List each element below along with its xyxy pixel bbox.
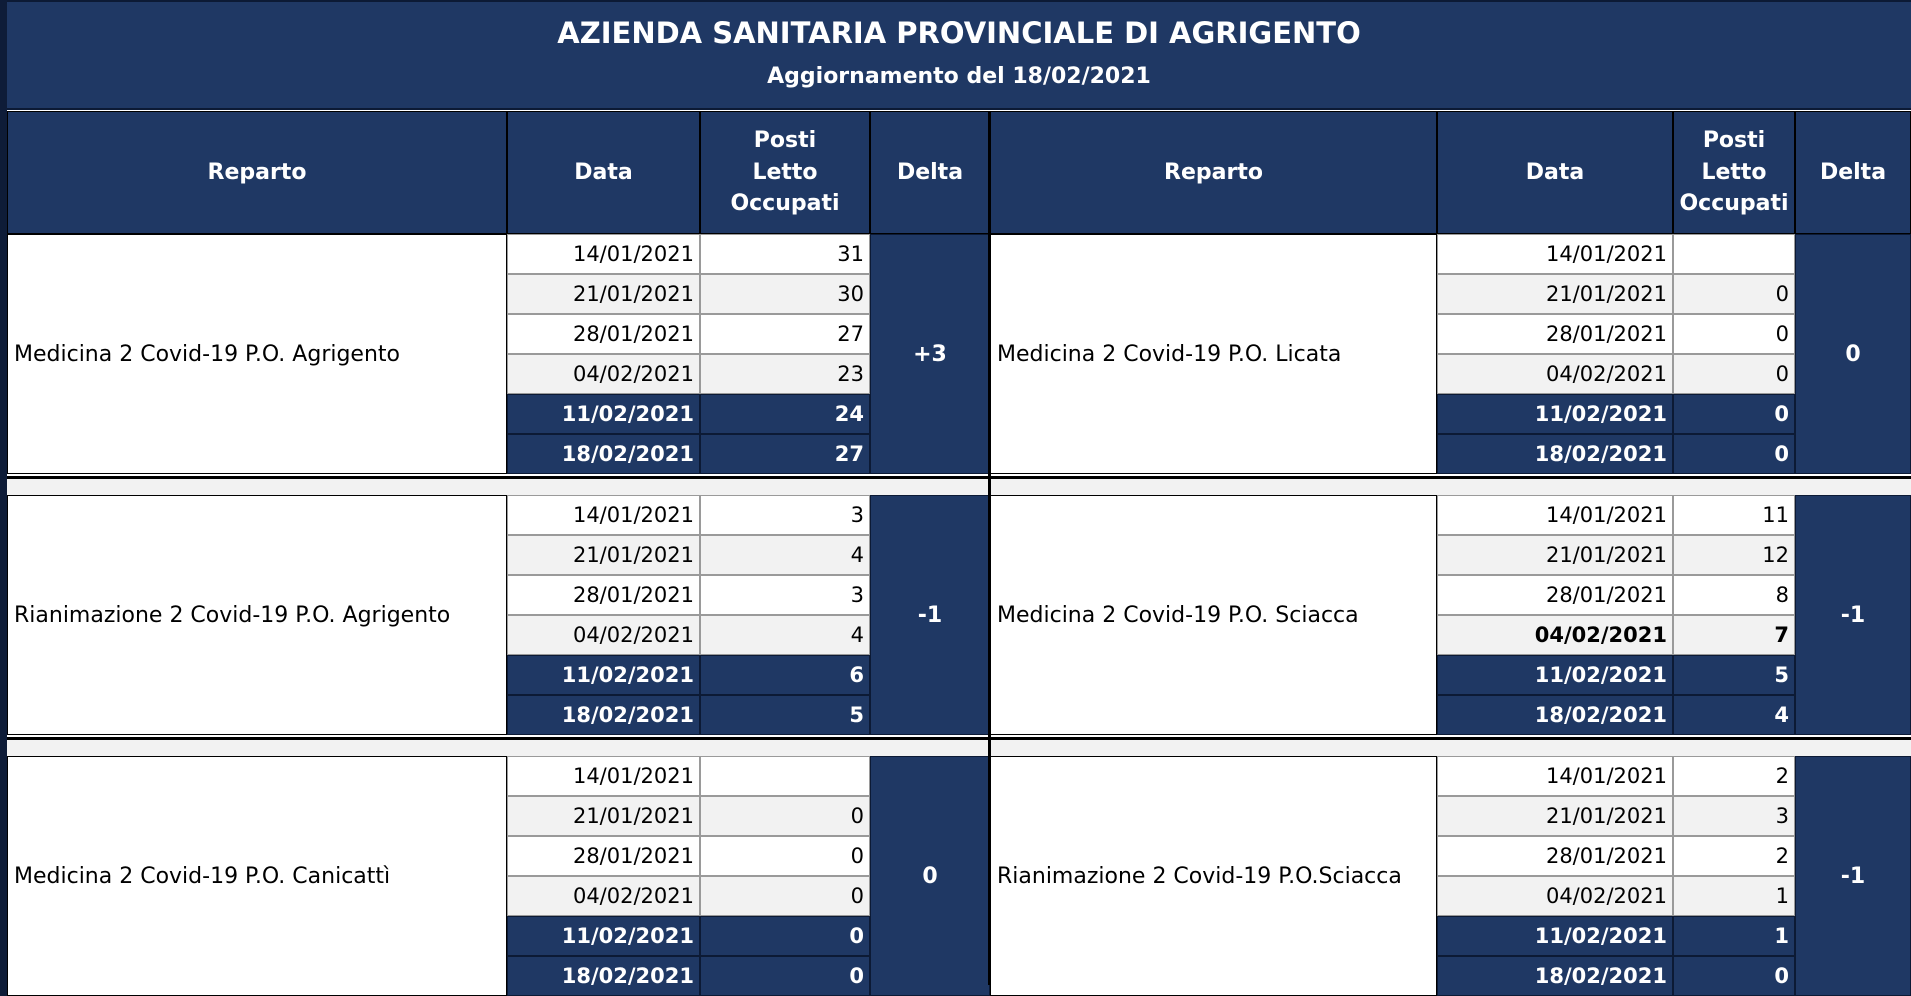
date-cell: 14/01/2021 xyxy=(507,234,700,274)
beds-occupied-cell: 0 xyxy=(1673,354,1795,394)
beds-occupied-cell: 3 xyxy=(700,495,870,535)
date-cell: 18/02/2021 xyxy=(1437,695,1673,735)
col-header-data-right: Data xyxy=(1437,111,1673,234)
beds-occupied-cell: 8 xyxy=(1673,575,1795,615)
beds-occupied-cell: 27 xyxy=(700,314,870,354)
beds-occupied-cell: 1 xyxy=(1673,916,1795,956)
beds-occupied-cell: 30 xyxy=(700,274,870,314)
beds-occupied-cell: 4 xyxy=(700,615,870,655)
date-cell: 14/01/2021 xyxy=(507,756,700,796)
date-cell: 11/02/2021 xyxy=(1437,916,1673,956)
date-cell: 18/02/2021 xyxy=(507,695,700,735)
date-cell: 04/02/2021 xyxy=(507,354,700,394)
date-cell: 28/01/2021 xyxy=(1437,314,1673,354)
beds-occupied-cell: 7 xyxy=(1673,615,1795,655)
beds-occupied-cell: 3 xyxy=(1673,796,1795,836)
date-cell: 11/02/2021 xyxy=(507,394,700,434)
date-cell: 28/01/2021 xyxy=(1437,575,1673,615)
date-cell: 11/02/2021 xyxy=(1437,394,1673,434)
table-divider xyxy=(988,111,991,985)
date-cell: 11/02/2021 xyxy=(507,655,700,695)
delta-cell: +3 xyxy=(870,234,990,474)
date-cell: 04/02/2021 xyxy=(1437,615,1673,655)
beds-occupied-cell: 27 xyxy=(700,434,870,474)
delta-cell: -1 xyxy=(870,495,990,735)
beds-occupied-cell xyxy=(700,756,870,796)
date-cell: 21/01/2021 xyxy=(1437,535,1673,575)
beds-occupied-cell: 0 xyxy=(1673,314,1795,354)
beds-occupied-cell: 5 xyxy=(700,695,870,735)
beds-occupied-cell: 2 xyxy=(1673,756,1795,796)
report-subtitle: Aggiornamento del 18/02/2021 xyxy=(767,64,1151,89)
beds-occupied-cell: 11 xyxy=(1673,495,1795,535)
beds-occupied-cell: 12 xyxy=(1673,535,1795,575)
date-cell: 04/02/2021 xyxy=(1437,876,1673,916)
delta-cell: 0 xyxy=(1795,234,1911,474)
col-header-delta-left: Delta xyxy=(870,111,990,234)
beds-occupied-cell: 0 xyxy=(1673,434,1795,474)
department-name: Rianimazione 2 Covid-19 P.O. Agrigento xyxy=(7,495,507,735)
date-cell: 28/01/2021 xyxy=(507,314,700,354)
date-cell: 18/02/2021 xyxy=(1437,434,1673,474)
beds-occupied-cell: 0 xyxy=(1673,394,1795,434)
date-cell: 11/02/2021 xyxy=(1437,655,1673,695)
beds-occupied-cell: 0 xyxy=(1673,956,1795,996)
date-cell: 18/02/2021 xyxy=(1437,956,1673,996)
beds-occupied-cell: 23 xyxy=(700,354,870,394)
department-name: Medicina 2 Covid-19 P.O. Licata xyxy=(990,234,1437,474)
beds-occupied-cell: 24 xyxy=(700,394,870,434)
beds-occupied-cell: 0 xyxy=(700,796,870,836)
date-cell: 28/01/2021 xyxy=(1437,836,1673,876)
beds-occupied-cell: 2 xyxy=(1673,836,1795,876)
department-name: Medicina 2 Covid-19 P.O. Sciacca xyxy=(990,495,1437,735)
department-name: Medicina 2 Covid-19 P.O. Agrigento xyxy=(7,234,507,474)
col-header-delta-right: Delta xyxy=(1795,111,1911,234)
date-cell: 04/02/2021 xyxy=(507,615,700,655)
date-cell: 21/01/2021 xyxy=(1437,796,1673,836)
date-cell: 14/01/2021 xyxy=(1437,234,1673,274)
date-cell: 28/01/2021 xyxy=(507,836,700,876)
beds-occupied-cell: 5 xyxy=(1673,655,1795,695)
department-name: Medicina 2 Covid-19 P.O. Canicattì xyxy=(7,756,507,996)
date-cell: 21/01/2021 xyxy=(507,274,700,314)
beds-occupied-cell: 0 xyxy=(700,836,870,876)
beds-occupied-cell: 0 xyxy=(700,876,870,916)
col-header-data-left: Data xyxy=(507,111,700,234)
beds-occupied-cell: 1 xyxy=(1673,876,1795,916)
col-header-reparto-left: Reparto xyxy=(7,111,507,234)
date-cell: 14/01/2021 xyxy=(1437,495,1673,535)
window-edge xyxy=(0,0,7,985)
col-header-posti-right: Posti Letto Occupati xyxy=(1673,111,1795,234)
delta-cell: 0 xyxy=(870,756,990,996)
date-cell: 14/01/2021 xyxy=(507,495,700,535)
beds-occupied-cell: 3 xyxy=(700,575,870,615)
date-cell: 21/01/2021 xyxy=(507,796,700,836)
date-cell: 18/02/2021 xyxy=(507,956,700,996)
date-cell: 21/01/2021 xyxy=(1437,274,1673,314)
beds-occupied-cell xyxy=(1673,234,1795,274)
date-cell: 04/02/2021 xyxy=(507,876,700,916)
date-cell: 18/02/2021 xyxy=(507,434,700,474)
col-header-reparto-right: Reparto xyxy=(990,111,1437,234)
department-name: Rianimazione 2 Covid-19 P.O.Sciacca xyxy=(990,756,1437,996)
report-title: AZIENDA SANITARIA PROVINCIALE DI AGRIGENTO xyxy=(557,16,1361,50)
col-header-posti-left: Posti Letto Occupati xyxy=(700,111,870,234)
beds-occupied-cell: 0 xyxy=(1673,274,1795,314)
beds-occupied-cell: 4 xyxy=(700,535,870,575)
delta-cell: -1 xyxy=(1795,495,1911,735)
beds-occupied-cell: 6 xyxy=(700,655,870,695)
report-header xyxy=(7,0,1911,110)
date-cell: 04/02/2021 xyxy=(1437,354,1673,394)
date-cell: 14/01/2021 xyxy=(1437,756,1673,796)
beds-occupied-cell: 0 xyxy=(700,916,870,956)
delta-cell: -1 xyxy=(1795,756,1911,996)
date-cell: 21/01/2021 xyxy=(507,535,700,575)
beds-occupied-cell: 31 xyxy=(700,234,870,274)
date-cell: 11/02/2021 xyxy=(507,916,700,956)
beds-occupied-cell: 4 xyxy=(1673,695,1795,735)
beds-occupied-cell: 0 xyxy=(700,956,870,996)
date-cell: 28/01/2021 xyxy=(507,575,700,615)
